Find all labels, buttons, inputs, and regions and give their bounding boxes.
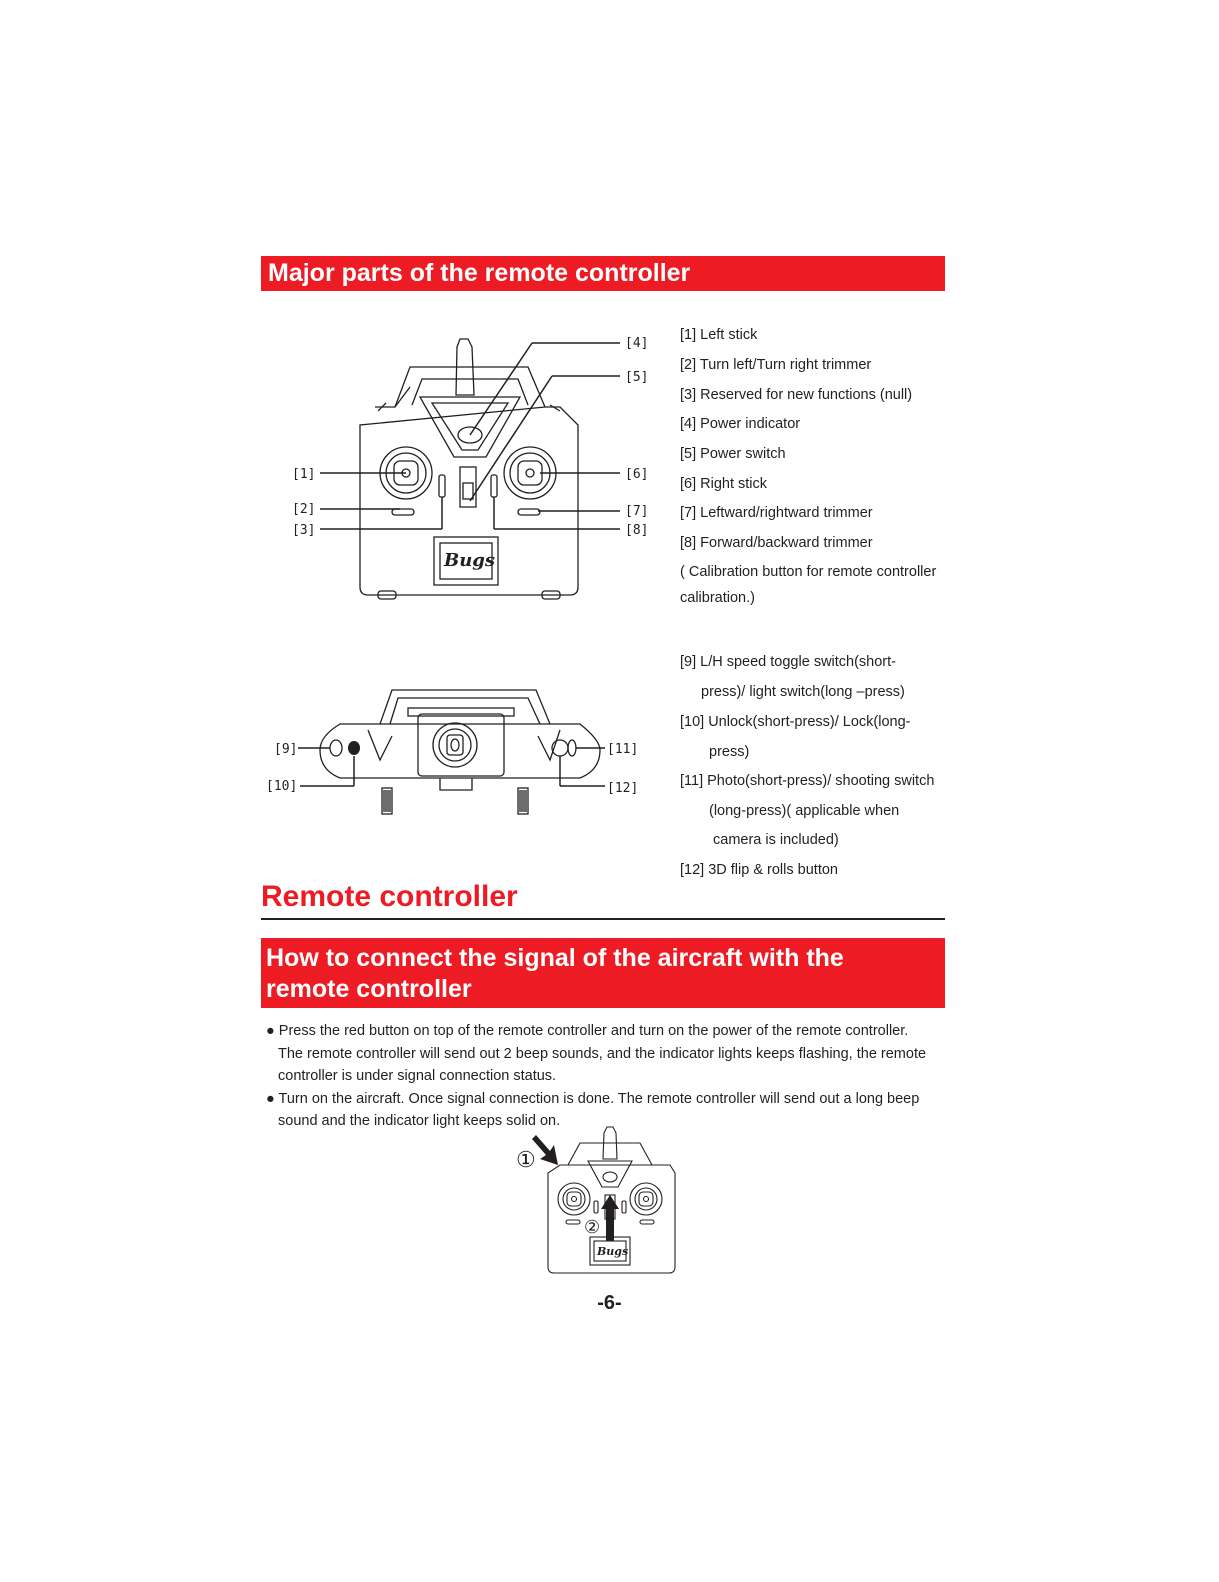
part-item: [3] Reserved for new functions (null) — [680, 387, 913, 403]
callout-7: [7] — [625, 504, 649, 519]
part-item: [1] Left stick — [680, 327, 758, 343]
part-item: ( Calibration button for remote controller — [680, 564, 937, 580]
part-item: [4] Power indicator — [680, 416, 801, 432]
instruction-line: ● Turn on the aircraft. Once signal connection is done. The remote controller will send out a long beep — [266, 1090, 920, 1107]
callout-6: [6] — [625, 467, 649, 482]
section-title: Remote controller — [261, 880, 518, 913]
callout-4: [4] — [625, 336, 649, 351]
callout-12: [12] — [607, 781, 639, 796]
controller-front-diagram — [260, 325, 660, 615]
parts-section-banner: Major parts of the remote controller — [261, 256, 945, 291]
part-item: press) — [709, 744, 750, 760]
callout-10: [10] — [266, 779, 298, 794]
page-number: -6- — [597, 1292, 622, 1314]
part-item: [6] Right stick — [680, 476, 768, 492]
step-marker-2: ② — [584, 1217, 601, 1238]
step-marker-1: ① — [516, 1148, 536, 1173]
callout-3: [3] — [292, 523, 316, 538]
part-item: press)/ light switch(long –press) — [701, 684, 905, 700]
part-item: [12] 3D flip & rolls button — [680, 862, 838, 878]
part-item: (long-press)( applicable when — [709, 803, 900, 819]
part-item: [2] Turn left/Turn right trimmer — [680, 357, 872, 373]
instruction-line: controller is under signal connection status. — [278, 1068, 557, 1084]
controller-brand-label: Bugs — [444, 550, 496, 571]
pairing-brand-label: Bugs — [597, 1245, 629, 1258]
callout-5: [5] — [625, 370, 649, 385]
part-item: [7] Leftward/rightward trimmer — [680, 505, 873, 521]
callout-11: [11] — [607, 742, 639, 757]
callout-1: [1] — [292, 467, 316, 482]
instruction-line: ● Press the red button on top of the remote controller and turn on the power of the remote controller. — [266, 1023, 909, 1039]
callout-9: [9] — [274, 742, 298, 757]
part-item: camera is included) — [713, 832, 839, 848]
instruction-line: The remote controller will send out 2 beep sounds, and the indicator lights keeps flashing, the remote — [278, 1045, 927, 1062]
connect-banner-line: How to connect the signal of the aircraft with the — [266, 944, 844, 972]
part-item: [8] Forward/backward trimmer — [680, 535, 873, 551]
arrow-2-icon — [601, 1195, 619, 1241]
callout-8: [8] — [625, 523, 649, 538]
callout-2: [2] — [292, 502, 316, 517]
connect-banner-line: remote controller — [266, 975, 472, 1003]
section-divider — [261, 918, 945, 920]
pairing-steps-diagram — [510, 1125, 690, 1280]
controller-top-diagram — [260, 680, 660, 820]
arrow-1-icon — [532, 1135, 558, 1165]
connect-section-banner — [261, 938, 945, 1008]
part-item: [5] Power switch — [680, 446, 786, 462]
part-item: [11] Photo(short-press)/ shooting switch — [680, 773, 935, 789]
part-item: calibration.) — [680, 590, 755, 606]
part-item: [10] Unlock(short-press)/ Lock(long- — [680, 714, 911, 730]
connect-instructions — [266, 1020, 956, 1133]
instruction-line: sound and the indicator light keeps solid on. — [278, 1113, 561, 1129]
part-item: [9] L/H speed toggle switch(short- — [680, 654, 896, 670]
